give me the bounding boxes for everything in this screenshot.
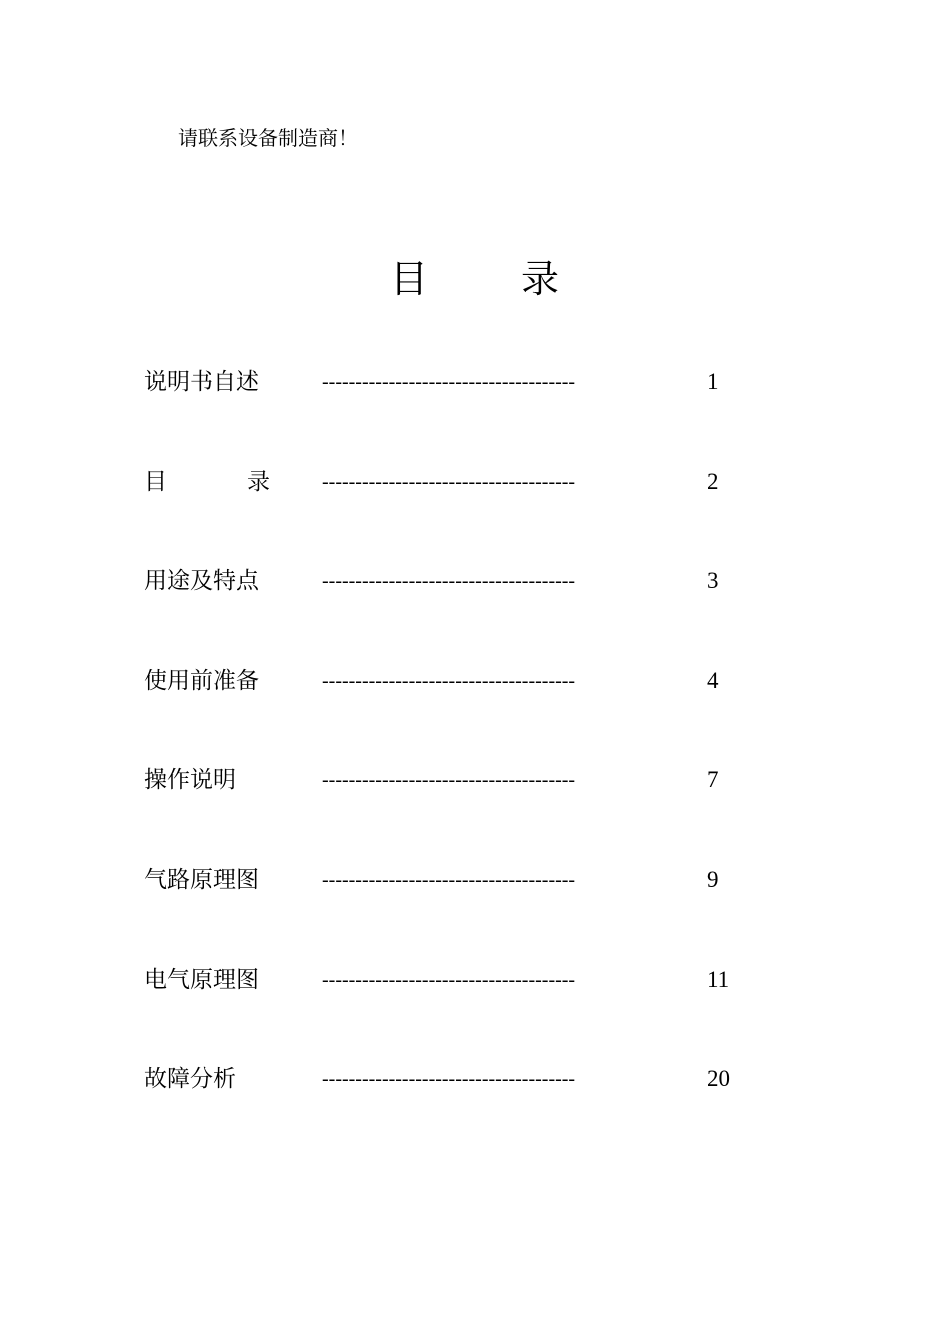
toc-entry[interactable] [144,763,794,863]
toc-entry-label: 用途及特点 [144,568,259,595]
toc-entry-leader: -------------------------------------- [322,968,576,991]
toc-entry-label [144,465,270,499]
toc-entry-label-char-1: 目 [144,468,167,495]
toc-entry[interactable] [144,664,794,764]
toc-entry-page: 2 [707,468,719,494]
toc-entry-leader: -------------------------------------- [322,570,576,593]
toc-entry-label: 气路原理图 [144,866,259,893]
toc-entry-leader: -------------------------------------- [322,868,576,891]
toc-entry-label: 使用前准备 [144,667,259,694]
toc-entry-page: 3 [707,568,719,594]
toc-title [390,248,559,303]
toc-entry[interactable] [144,564,794,664]
toc-entry[interactable] [144,365,794,465]
toc-entry[interactable] [144,863,794,963]
toc-entry-label: 说明书自述 [144,369,259,395]
toc-entry-label: 电气原理图 [144,966,259,993]
toc-entry-leader: -------------------------------------- [322,470,576,493]
manufacturer-notice: 请联系设备制造商！ [178,126,358,150]
toc-entry-leader: -------------------------------------- [322,371,576,393]
toc-entry-leader: -------------------------------------- [322,669,576,692]
toc-entry-page: 4 [707,667,719,693]
toc-entry-page: 9 [707,866,719,892]
toc-entry[interactable] [144,963,794,1063]
toc-entry-leader: -------------------------------------- [322,1068,576,1091]
toc-entry[interactable] [144,465,794,565]
toc-title-char-1: 目 [390,257,429,301]
toc-entry-label: 操作说明 [144,767,236,794]
toc-entry-label-char-2: 录 [247,468,270,495]
toc-entry-page: 1 [707,369,719,394]
toc-entry-page: 7 [707,767,719,793]
toc-entry[interactable] [144,1062,794,1162]
toc-entry-label: 故障分析 [144,1066,236,1093]
toc-list [144,365,794,1162]
toc-title-char-2: 录 [521,257,560,301]
toc-entry-page: 11 [707,966,730,992]
toc-entry-page: 20 [707,1066,730,1092]
toc-entry-leader: -------------------------------------- [322,769,576,792]
